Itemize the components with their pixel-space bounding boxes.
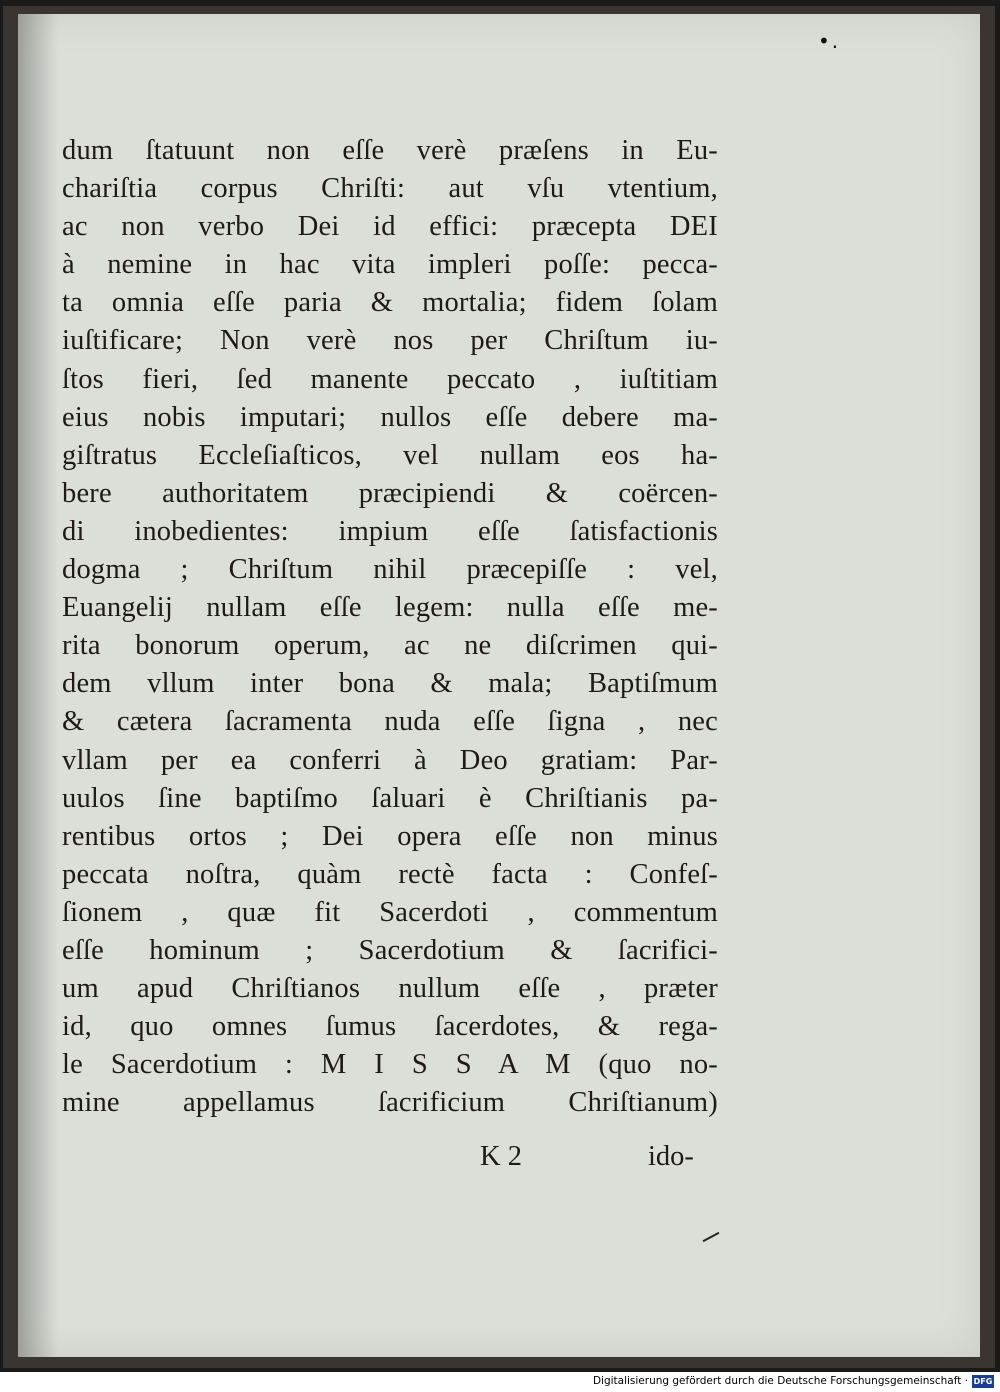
text-line: ac non verbo Dei id effici: præcepta DEI xyxy=(62,211,718,243)
text-line: rentibus ortos ; Dei opera eſſe non minus xyxy=(62,820,718,852)
text-line: dogma ; Chriſtum nihil præcepiſſe : vel, xyxy=(62,554,718,586)
text-line: chariſtia corpus Chriſti: aut vſu vtentium, xyxy=(62,173,718,205)
corner-mark: •. xyxy=(818,29,841,53)
signature-mark: K 2 xyxy=(480,1141,522,1172)
text-line: um apud Chriſtianos nullum eſſe , præter xyxy=(62,973,718,1005)
text-line: rita bonorum operum, ac ne diſcrimen qui- xyxy=(62,630,718,662)
text-line: iuſtificare; Non verè nos per Chriſtum iu- xyxy=(62,325,718,357)
text-line: ſtos fieri, ſed manente peccato , iuſtitiam xyxy=(62,363,718,395)
text-line: di inobedientes: impium eſſe ſatisfactionis xyxy=(62,515,718,547)
footer-bar xyxy=(0,1372,1000,1392)
text-line: dem vllum inter bona & mala; Baptiſmum xyxy=(62,668,718,700)
text-line: Euangelij nullam eſſe legem: nulla eſſe me- xyxy=(62,592,718,624)
text-line: eius nobis imputari; nullos eſſe debere ma- xyxy=(62,401,718,433)
catchword: ido- xyxy=(648,1141,694,1172)
spine-shadow xyxy=(18,14,58,1357)
text-line: mine appellamus ſacrificium Chriſtianum) xyxy=(62,1087,718,1119)
text-line: id, quo omnes ſumus ſacerdotes, & rega- xyxy=(62,1011,718,1043)
text-line: peccata noſtra, quàm rectè facta : Confeſ- xyxy=(62,858,718,890)
dfg-logo-icon: DFG xyxy=(973,1377,993,1386)
text-line: à nemine in hac vita impleri poſſe: pecca- xyxy=(62,249,718,281)
text-line: vllam per ea conferri à Deo gratiam: Par- xyxy=(62,744,718,776)
catchline xyxy=(62,1138,712,1178)
footer-credit: Digitalisierung gefördert durch die Deutsche Forschungsgemeinschaft · xyxy=(592,1375,968,1387)
text-line: dum ſtatuunt non eſſe verè præſens in Eu- xyxy=(62,135,718,166)
text-line: ſionem , quæ fit Sacerdoti , commentum xyxy=(62,896,718,928)
text-line: giſtratus Eccleſiaſticos, vel nullam eos ha- xyxy=(62,439,718,471)
text-line: eſſe hominum ; Sacerdotium & ſacrifici- xyxy=(62,934,718,966)
text-line: ta omnia eſſe paria & mortalia; fidem ſolam xyxy=(62,287,718,319)
text-line: & cætera ſacramenta nuda eſſe ſigna , nec xyxy=(62,706,718,738)
text-line: bere authoritatem præcipiendi & coërcen- xyxy=(62,477,718,509)
text-line: uulos ſine baptiſmo ſaluari è Chriſtianis pa- xyxy=(62,782,718,814)
text-block xyxy=(62,132,718,1122)
text-line: le Sacerdotium : M I S S A M (quo no- xyxy=(62,1049,718,1081)
